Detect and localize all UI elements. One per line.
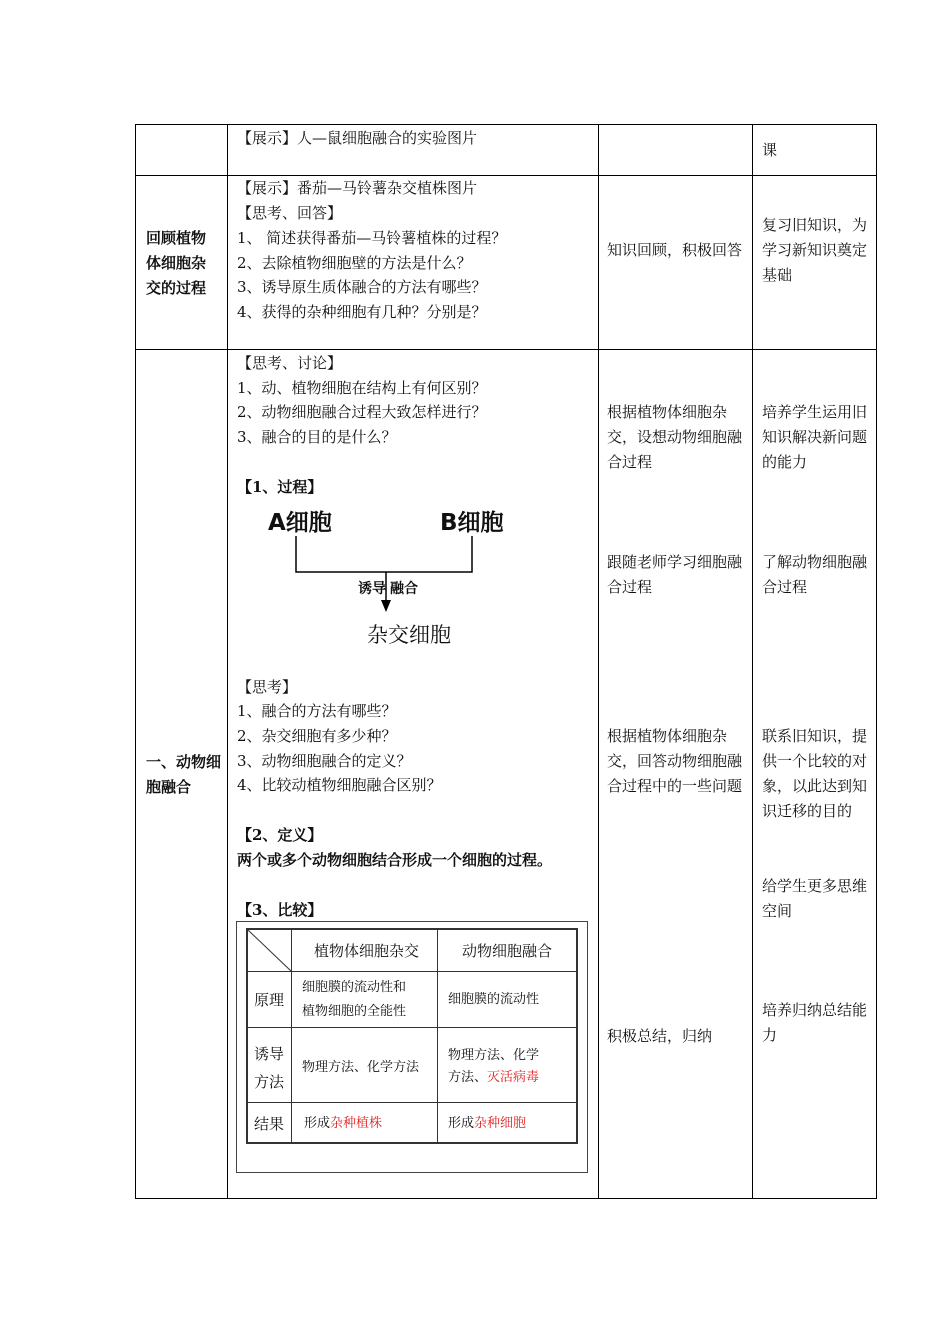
compare-result-animal-a: 形成: [448, 1116, 475, 1131]
diagram-connector: [290, 536, 480, 616]
row2-content-line-6: 4、获得的杂种细胞有几种？分别是？: [237, 303, 487, 321]
compare-table-diagonal: [248, 930, 292, 972]
discuss-q1: 1、动、植物细胞在结构上有何区别？: [237, 379, 487, 397]
compare-heading: 【3、比较】: [237, 901, 323, 919]
section-label: 一、动物细胞融合: [146, 753, 222, 796]
table-col-line-2: [598, 124, 599, 1199]
think-q2: 2、杂交细胞有多少种？: [237, 727, 397, 745]
table-row-divider-2: [135, 349, 877, 350]
compare-induce-animal-2: [448, 1066, 539, 1090]
compare-principle-plant-1: 细胞膜的流动性和: [302, 980, 407, 995]
section-purpose-4: 给学生更多思维空间: [762, 877, 868, 920]
compare-result-animal: [448, 1112, 526, 1136]
section-student-4: 积极总结，归纳: [607, 1027, 713, 1045]
definition-heading: 【2、定义】: [237, 826, 323, 844]
row1-content: 【展示】人—鼠细胞融合的实验图片: [237, 129, 478, 147]
compare-induce-animal-1: 物理方法、化学: [448, 1048, 540, 1063]
compare-result-plant-a: 形成: [304, 1116, 331, 1131]
compare-result-animal-b: 杂种细胞: [474, 1116, 527, 1131]
compare-row-principle: 原理: [254, 991, 285, 1009]
table-col-line-3: [752, 124, 753, 1199]
table-col-line-4: [876, 124, 877, 1199]
compare-table: [246, 928, 578, 1144]
table-col-line-0: [135, 124, 136, 1199]
think-q4: 4、比较动植物细胞融合区别？: [237, 776, 442, 794]
table-top-border: [135, 124, 877, 125]
compare-induce-animal-2b: 灭活病毒: [487, 1070, 540, 1085]
definition-text: 两个或多个动物细胞结合形成一个细胞的过程。: [237, 851, 553, 869]
compare-principle-animal: 细胞膜的流动性: [448, 992, 540, 1007]
compare-row-result: 结果: [254, 1115, 285, 1133]
discuss-heading: 【思考、讨论】: [237, 354, 343, 372]
discuss-q2: 2、动物细胞融合过程大致怎样进行？: [237, 403, 487, 421]
diagram-fuse-label: 融合: [390, 581, 418, 597]
diagram-induce-label: 诱导: [358, 581, 386, 597]
diagram-cell-b: B细胞: [440, 510, 504, 536]
row2-content-line-4: 2、去除植物细胞壁的方法是什么？: [237, 254, 472, 272]
compare-result-plant: [304, 1112, 382, 1136]
diagram-result: 杂交细胞: [367, 623, 451, 647]
compare-col-plant: 植物体细胞杂交: [314, 942, 420, 960]
row2-student: 知识回顾，积极回答: [607, 241, 743, 259]
row2-content-line-1: 【展示】番茄—马铃薯杂交植株图片: [237, 179, 478, 197]
row2-label: 回顾植物体细胞杂交的过程: [146, 229, 207, 297]
row1-purpose: 课: [762, 141, 778, 159]
think-q1: 1、融合的方法有哪些？: [237, 702, 397, 720]
think-heading: 【思考】: [237, 678, 298, 696]
section-student-2: 跟随老师学习细胞融合过程: [607, 553, 743, 596]
compare-col-animal: 动物细胞融合: [462, 942, 553, 960]
compare-result-plant-b: 杂种植株: [330, 1116, 383, 1131]
row2-content-line-2: 【思考、回答】: [237, 204, 343, 222]
compare-row-induce-2: 方法: [254, 1073, 285, 1091]
row2-content-line-5: 3、诱导原生质体融合的方法有哪些？: [237, 278, 487, 296]
table-bottom-border: [135, 1198, 877, 1199]
compare-principle-plant-2: 植物细胞的全能性: [302, 1004, 407, 1019]
process-heading: 【1、过程】: [237, 478, 323, 496]
row2-content-line-3: 1、 简述获得番茄—马铃薯植株的过程？: [237, 229, 507, 247]
think-q3: 3、动物细胞融合的定义？: [237, 752, 412, 770]
section-purpose-1: 培养学生运用旧知识解决新问题的能力: [762, 403, 868, 471]
compare-row-induce-1: 诱导: [254, 1045, 285, 1063]
section-student-1: 根据植物体细胞杂交，设想动物细胞融合过程: [607, 403, 743, 471]
compare-induce-animal-2a: 方法、: [448, 1070, 488, 1085]
section-purpose-3: 联系旧知识，提供一个比较的对象，以此达到知识迁移的目的: [762, 727, 868, 820]
section-student-3: 根据植物体细胞杂交，回答动物细胞融合过程中的一些问题: [607, 727, 743, 795]
compare-induce-plant: 物理方法、化学方法: [302, 1060, 420, 1075]
section-purpose-5: 培养归纳总结能力: [762, 1001, 868, 1044]
discuss-q3: 3、融合的目的是什么？: [237, 428, 397, 446]
diagram-cell-a: A细胞: [268, 510, 332, 536]
row2-purpose: 复习旧知识，为学习新知识奠定基础: [762, 216, 868, 284]
section-purpose-2: 了解动物细胞融合过程: [762, 553, 868, 596]
table-col-line-1: [227, 124, 228, 1199]
